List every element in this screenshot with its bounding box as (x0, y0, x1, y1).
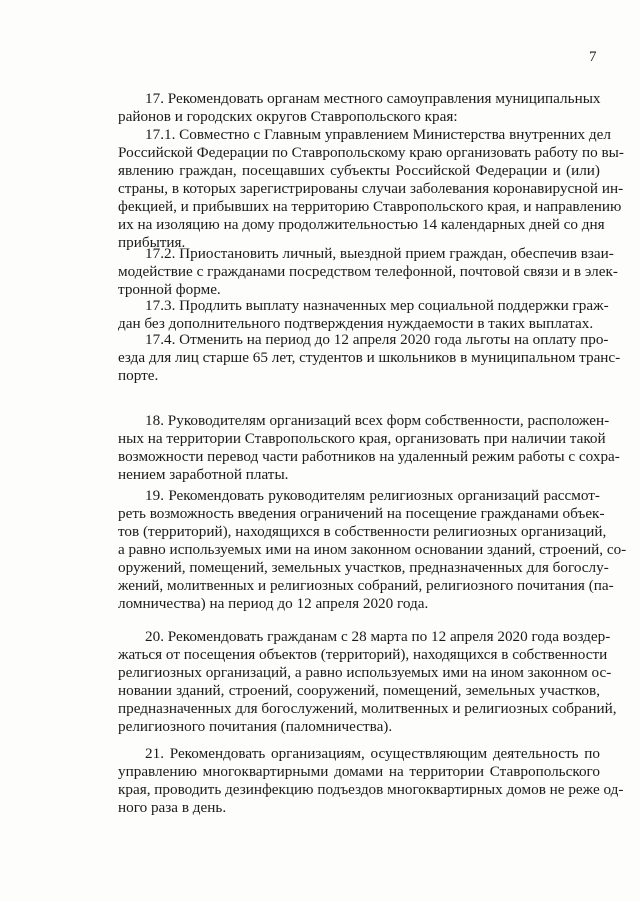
paragraph-p17-line: 17. Рекомендовать органам местного самоуправления муниципальных (145, 90, 601, 107)
paragraph-p17-3-line: дан без дополнительного подтверждения нуждаемости в таких выплатах. (118, 315, 594, 332)
paragraph-p21-line: 21. Рекомендовать организациям, осуществляющим деятельность по (145, 745, 600, 762)
paragraph-p20-line: религиозного почитания (паломничества). (118, 718, 393, 735)
paragraph-p20-line: жаться от посещения объектов (территорий), находящихся в собственности (118, 646, 608, 663)
page-number: 7 (589, 49, 597, 65)
paragraph-p17-1-line: прибытия. (118, 234, 186, 251)
paragraph-p17-1-line: 17.1. Совместно с Главным управлением Министерства внутренних дел (145, 126, 611, 143)
paragraph-p19-line: тов (территорий), находящихся в собственности религиозных организаций, (118, 523, 607, 540)
paragraph-p19-line: жений, молитвенных и религиозных собраний, религиозного почитания (па- (118, 577, 614, 594)
paragraph-p17-2-line: тронной форме. (118, 281, 221, 298)
paragraph-p18-line: 18. Руководителям организаций всех форм собственности, расположен- (145, 412, 610, 429)
paragraph-p17-1-line: их на изоляцию на дому продолжительностью 14 календарных дней со дня (118, 216, 605, 233)
paragraph-p17-4-line: езда для лиц старше 65 лет, студентов и школьников в муниципальном транс- (118, 349, 621, 366)
paragraph-p17-2-line: модействие с гражданами посредством телефонной, почтовой связи и в элек- (118, 263, 618, 280)
paragraph-p17-4-line: 17.4. Отменить на период до 12 апреля 2020 года льготы на оплату про- (145, 331, 609, 348)
paragraph-p21-line: ного раза в день. (118, 799, 227, 816)
paragraph-p20-line: 20. Рекомендовать гражданам с 28 марта по 12 апреля 2020 года воздер- (145, 628, 611, 645)
paragraph-p17-1-line: Российской Федерации по Ставропольскому краю организовать работу по вы- (118, 144, 624, 161)
paragraph-p18-line: нением заработной платы. (118, 466, 289, 483)
paragraph-p17-3-line: 17.3. Продлить выплату назначенных мер социальной поддержки граж- (145, 297, 609, 314)
paragraph-p19-line: ломничества) на период до 12 апреля 2020 года. (118, 595, 429, 612)
paragraph-p17-4-line: порте. (118, 367, 159, 384)
paragraph-p19-line: а равно используемых ими на ином законном основании зданий, строений, со- (118, 541, 627, 558)
paragraph-p21-line: управлению многоквартирными домами на территории Ставропольского (118, 763, 600, 780)
paragraph-p18-line: возможности перевод части работников на удаленный режим работы с сохра- (118, 448, 620, 465)
paragraph-p17-1-line: страны, в которых зарегистрированы случаи заболевания коронавирусной ин- (118, 180, 624, 197)
paragraph-p19-line: 19. Рекомендовать руководителям религиозных организаций рассмот- (145, 487, 600, 504)
paragraph-p20-line: новании зданий, строений, сооружений, помещений, земельных участков, (118, 682, 600, 699)
paragraph-p17-line: районов и городских округов Ставропольского края: (118, 108, 458, 125)
paragraph-p20-line: предназначенных для богослужений, молитвенных и религиозных собраний, (118, 700, 617, 717)
paragraph-p20-line: религиозных организаций, а равно используемых ими на ином законном ос- (118, 664, 612, 681)
paragraph-p18-line: ных на территории Ставропольского края, организовать при наличии такой (118, 430, 606, 447)
paragraph-p17-1-line: фекцией, и прибывших на территорию Ставропольского края, и направлению (118, 198, 622, 215)
paragraph-p21-line: края, проводить дезинфекцию подъездов многоквартирных домов не реже од- (118, 781, 624, 798)
paragraph-p17-2-line: 17.2. Приостановить личный, выездной прием граждан, обеспечив взаи- (145, 245, 614, 262)
paragraph-p19-line: реть возможность введения ограничений на посещение гражданами объек- (118, 505, 605, 522)
paragraph-p17-1-line: явлению граждан, посещавших субъекты Российской Федерации и (или) (118, 162, 600, 179)
paragraph-p19-line: оружений, помещений, земельных участков, предназначенных для богослу- (118, 559, 609, 576)
